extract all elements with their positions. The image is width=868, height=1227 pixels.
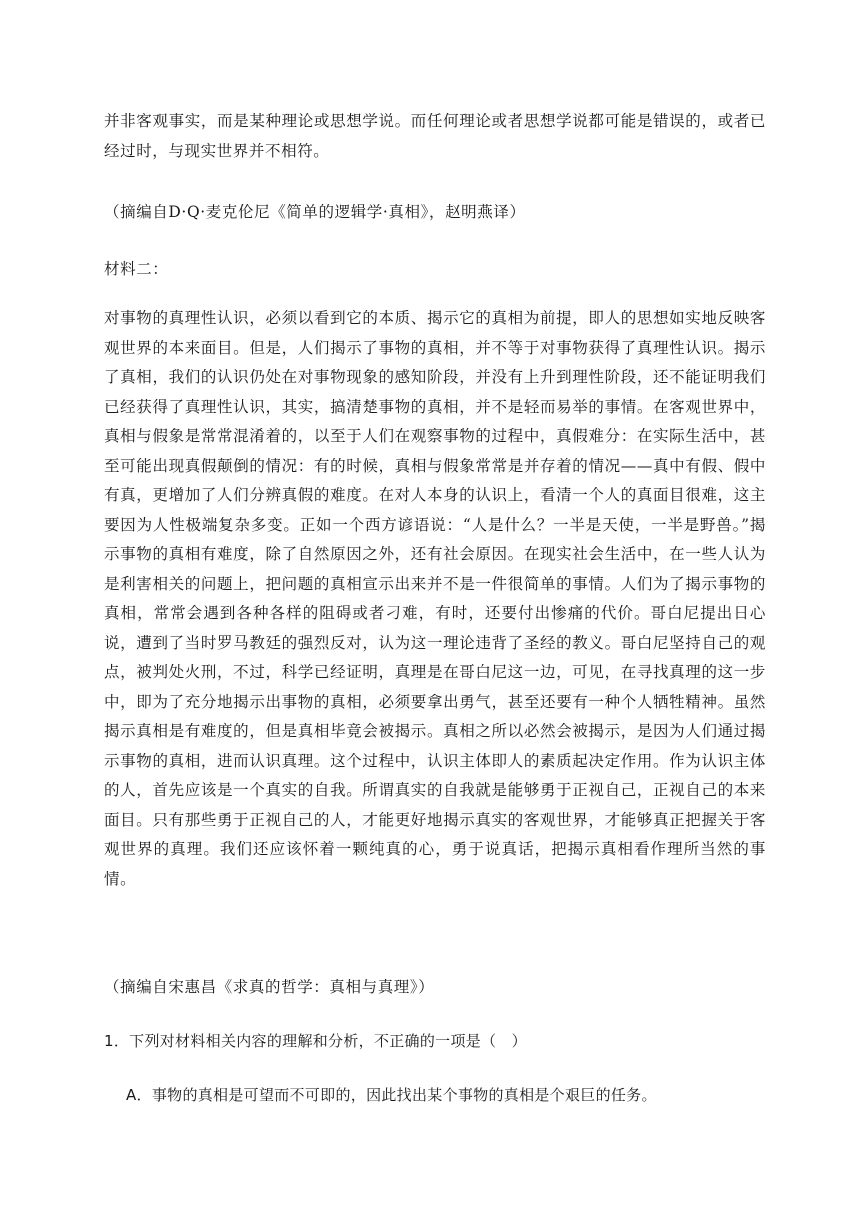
- question-1-option-a: A．事物的真相是可望而不可即的，因此找出某个事物的真相是个艰巨的任务。: [126, 1086, 657, 1104]
- material-two-source-citation: （摘编自宋惠昌《求真的哲学：真相与真理》）: [104, 978, 435, 996]
- material-two-heading: 材料二：: [104, 260, 169, 278]
- material-one-closing-paragraph: 并非客观事实，而是某种理论或思想学说。而任何理论或者思想学说都可能是错误的，或者已经过时，与现实世界并不相符。: [104, 112, 766, 160]
- question-1-stem: 1．下列对材料相关内容的理解和分析，不正确的一项是（ ）: [104, 1032, 527, 1050]
- material-two-body-paragraph: 对事物的真理性认识，必须以看到它的本质、揭示它的真相为前提，即人的思想如实地反映客观世界的本来面目。但是，人们揭示了事物的真相，并不等于对事物获得了真理性认识。揭示了真相，我们的认识仍处在对事物现象的感知阶段，并没有上升到理性阶段，还不能证明我们已经获得了真理性认识，其实，搞清楚事物的真相，并不是轻而易举的事情。在客观世界中，真相与假象是常常混淆着的，以至于人们在观察事物的过程中，真假难分：在实际生活中，甚至可能出现真假颠倒的情况：有的时候，真相与假象常常是并存着的情况——真中有假、假中有真，更增加了人们分辨真假的难度。在对人本身的认识上，看清一个人的真面目很难，这主要因为人性极端复杂多变。正如一个西方谚语说：“人是什么？一半是天使，一半是野兽。”揭示事物的真相有难度，除了自然原因之外，还有社会原因。在现实社会生活中，在一些人认为是利害相关的问题上，把问题的真相宣示出来并不是一件很简单的事情。人们为了揭示事物的真相，常常会遇到各种各样的阻碍或者刁难，有时，还要付出惨痛的代价。哥白尼提出日心说，遭到了当时罗马教廷的强烈反对，认为这一理论违背了圣经的教义。哥白尼坚持自己的观点，被判处火刑，不过，科学已经证明，真理是在哥白尼这一边，可见，在寻找真理的这一步中，即为了充分地揭示出事物的真相，必须要拿出勇气，甚至还要有一种个人牺牲精神。虽然揭示真相是有难度的，但是真相毕竟会被揭示。真相之所以必然会被揭示，是因为人们通过揭示事物的真相，进而认识真理。这个过程中，认识主体即人的素质起决定作用。作为认识主体的人，首先应该是一个真实的自我。所谓真实的自我就是能够勇于正视自己，正视自己的本来面目。只有那些勇于正视自己的人，才能更好地揭示真实的客观世界，才能够真正把握关于客观世界的真理。我们还应该怀着一颗纯真的心，勇于说真话，把揭示真相看作理所当然的事情。: [104, 309, 766, 888]
- material-one-source-citation: （摘编自D·Q·麦克伦尼《简单的逻辑学·真相》，赵明燕译）: [104, 203, 526, 221]
